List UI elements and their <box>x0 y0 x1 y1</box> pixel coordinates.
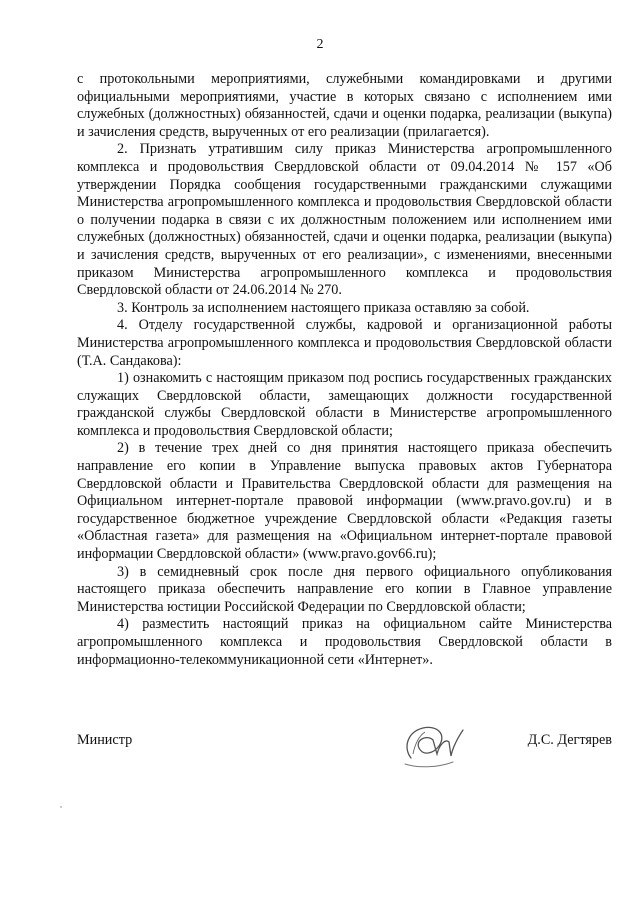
signer-title: Министр <box>77 732 133 748</box>
document-body <box>77 71 612 669</box>
paragraph-3: 3. Контроль за исполнением настоящего приказа оставляю за собой. <box>117 299 530 316</box>
paragraph-4-4: 4) разместить настоящий приказ на официальном сайте Министерства агропромышленного комплекса и продовольствия Свердловской области в информационно-телекоммуникационной сети «Интернет». <box>77 616 612 668</box>
paragraph-4-1: 1) ознакомить с настоящим приказом под роспись государственных гражданских служащих Свердловской области, замещающих должности государственной гражданской службы Свердловской области в Министерстве агропромышленного комплекса и продовольствия Свердловской области; <box>77 370 612 439</box>
scan-speck <box>60 806 62 808</box>
paragraph-1: с протокольными мероприятиями, служебными командировками и другими официальными мероприятиями, участие в которых связано с исполнением ими служебных (должностных) обязанностей, сдачи и оценки подарка, реализации (выкупа) и зачисления средств, вырученных от его реализации (прилагается). <box>77 71 612 140</box>
signer-name: Д.С. Дегтярев <box>527 732 612 748</box>
signature-block <box>77 728 612 788</box>
paragraph-4: 4. Отделу государственной службы, кадровой и организационной работы Министерства агропромышленного комплекса и продовольствия Свердловской области (Т.А. Сандакова): <box>77 317 612 369</box>
paragraph-2: 2. Признать утратившим силу приказ Министерства агропромышленного комплекса и продовольствия Свердловской области от 09.04.2014 № 157 «Об утверждении Порядка сообщения государственными гражданскими служащими Министерства агропромышленного комплекса и продовольствия Свердловской области о получении подарка в связи с их должностным положением или исполнением ими служебных (должностных) обязанностей, сдачи и оценки подарка, реализации (выкупа) и зачисления средств, вырученных от его реализации», с изменениями, внесенными приказом Министерства агропромышленного комплекса и продовольствия Свердловской области от 24.06.2014 № 270. <box>77 141 612 299</box>
paragraph-4-3: 3) в семидневный срок после дня первого официального опубликования настоящего приказа обеспечить направление его копии в Главное управление Министерства юстиции Российской Федерации по Свердловской области; <box>77 563 612 615</box>
paragraph-4-2: 2) в течение трех дней со дня принятия настоящего приказа обеспечить направление его копии в Управление выпуска правовых актов Губернатора Свердловской области и Правительства Свердловской области для размещения на Официальном интернет-портале правовой информации (www.pravo.gov.ru) и в государственное бюджетное учреждение Свердловской области «Редакция газеты «Областная газета» для размещения на «Официальном интернет-портале правовой информации Свердловской области» (www.pravo.gov66.ru); <box>77 440 612 563</box>
page-number: 2 <box>316 37 324 52</box>
handwritten-signature <box>393 718 473 778</box>
